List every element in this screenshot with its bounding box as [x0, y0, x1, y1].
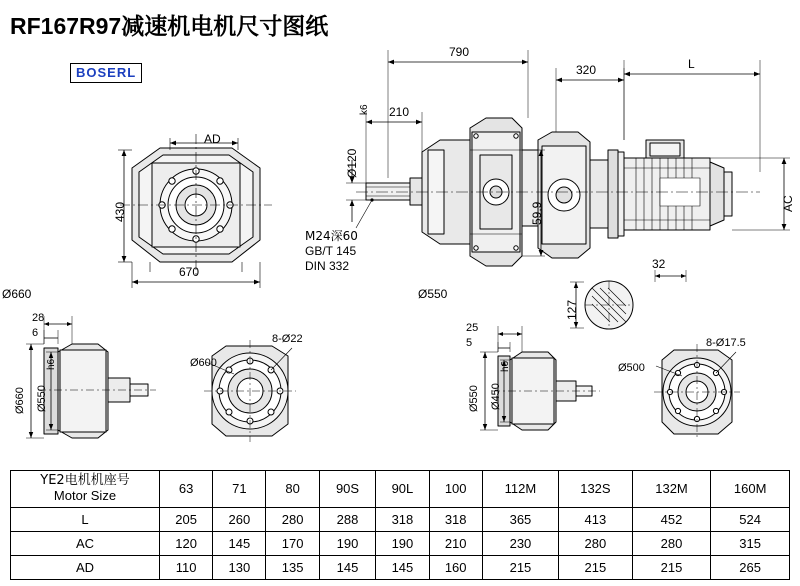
table-cell: 215	[632, 556, 711, 580]
dim-shaft-dia: Ø120	[345, 148, 359, 178]
table-cell: 265	[711, 556, 790, 580]
table-cell: 215	[559, 556, 633, 580]
table-cell: 160	[429, 556, 482, 580]
table-row-label: AC	[11, 532, 160, 556]
dim-28: 28	[32, 312, 45, 324]
dim-AD: AD	[204, 132, 221, 146]
table-row-label: L	[11, 508, 160, 532]
dim-670: 670	[179, 265, 200, 279]
table-col-header: 160M	[711, 471, 790, 508]
dim-br-holes: 8-Ø17.5	[706, 337, 746, 349]
table-cell: 230	[482, 532, 558, 556]
table-header-label-cn: YE2电机机座号	[40, 473, 130, 489]
table-cell: 413	[559, 508, 633, 532]
table-cell: 452	[632, 508, 711, 532]
table-cell: 318	[376, 508, 429, 532]
table-header-label-en: Motor Size	[53, 488, 117, 503]
table-cell: 524	[711, 508, 790, 532]
table-cell: 120	[160, 532, 213, 556]
dim-430: 430	[113, 201, 127, 222]
table-row-label: AD	[11, 556, 160, 580]
table-cell: 215	[482, 556, 558, 580]
table-cell: 130	[213, 556, 266, 580]
table-cell: 145	[213, 532, 266, 556]
note-gbt145: GB/T 145	[305, 244, 357, 258]
note-din332: DIN 332	[305, 259, 350, 273]
dim-br-d450-tolerance: h6	[500, 360, 511, 372]
dim-6: 6	[32, 327, 39, 339]
table-header-row	[11, 471, 790, 508]
table-cell: 280	[632, 532, 711, 556]
table-cell: 110	[160, 556, 213, 580]
dim-br-d450: Ø450	[490, 383, 502, 410]
dim-bl-d550: Ø550	[36, 385, 48, 412]
table-col-header: 90S	[319, 471, 376, 508]
table-col-header: 100	[429, 471, 482, 508]
note-thread-m24: M24深60	[305, 229, 358, 243]
dim-bl-holes: 8-Ø22	[272, 333, 303, 345]
dim-25: 25	[466, 322, 479, 334]
dim-key-127: 127	[565, 299, 579, 320]
table-row	[11, 532, 790, 556]
table-cell: 190	[376, 532, 429, 556]
label-d550-top: Ø550	[418, 287, 448, 301]
table-cell: 145	[376, 556, 429, 580]
dim-shaft-dia-tolerance: k6	[359, 104, 370, 115]
table-col-header: 71	[213, 471, 266, 508]
table-cell: 288	[319, 508, 376, 532]
table-col-header: 90L	[376, 471, 429, 508]
logo-boserl: BOSERL	[70, 63, 142, 83]
table-cell: 315	[711, 532, 790, 556]
label-d660-top: Ø660	[2, 287, 32, 301]
table-cell: 280	[266, 508, 319, 532]
dim-AC: AC	[781, 195, 795, 212]
motor-size-table	[10, 470, 790, 580]
table-cell: 365	[482, 508, 558, 532]
dim-210: 210	[389, 105, 410, 119]
table-row	[11, 556, 790, 580]
table-header-label	[11, 471, 160, 508]
table-cell: 205	[160, 508, 213, 532]
table-cell: 145	[319, 556, 376, 580]
table-cell: 210	[429, 532, 482, 556]
dim-790: 790	[449, 45, 470, 59]
dim-5: 5	[466, 337, 473, 349]
table-col-header: 132M	[632, 471, 711, 508]
table-cell: 190	[319, 532, 376, 556]
dim-br-d550: Ø550	[468, 385, 480, 412]
dim-bl-d660: Ø660	[14, 387, 26, 414]
table-cell: 280	[559, 532, 633, 556]
dim-bl-d550-tolerance: h6	[46, 358, 57, 370]
table-col-header: 112M	[482, 471, 558, 508]
table-cell: 260	[213, 508, 266, 532]
table-cell: 170	[266, 532, 319, 556]
table-cell: 135	[266, 556, 319, 580]
table-col-header: 132S	[559, 471, 633, 508]
table-col-header: 63	[160, 471, 213, 508]
dim-bl-d600: Ø600	[190, 357, 217, 369]
table-cell: 318	[429, 508, 482, 532]
dim-L: L	[688, 57, 695, 71]
dim-key-32: 32	[652, 257, 666, 271]
table-col-header: 80	[266, 471, 319, 508]
table-row	[11, 508, 790, 532]
dim-59-9: 59,9	[530, 201, 544, 225]
dim-320: 320	[576, 63, 597, 77]
page-title: RF167R97减速机电机尺寸图纸	[10, 13, 329, 39]
dim-br-d500: Ø500	[618, 362, 645, 374]
